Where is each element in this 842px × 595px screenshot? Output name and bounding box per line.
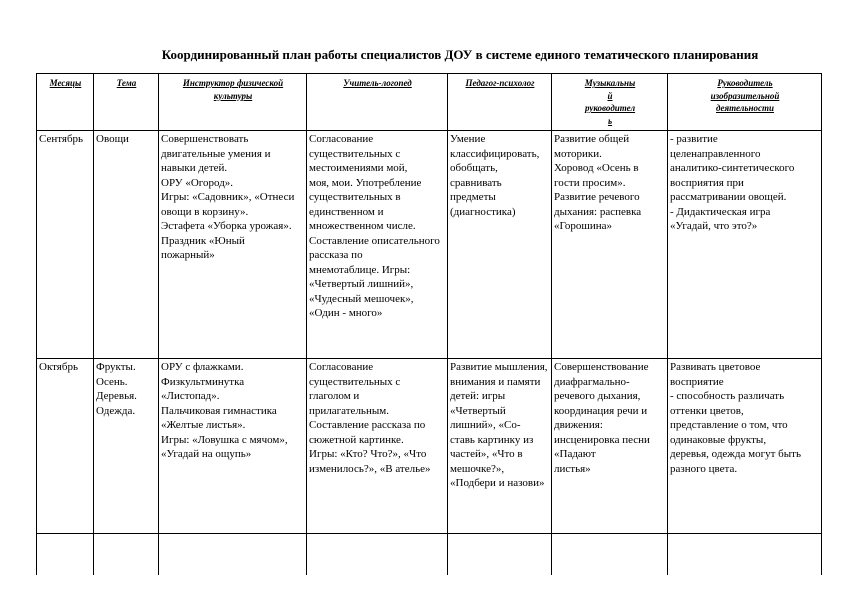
cell-line: Музыкальны — [584, 78, 636, 88]
cell-line: ь — [607, 115, 613, 126]
cell-line: рассматривании овощей. — [670, 191, 787, 203]
cell-speech — [307, 131, 448, 359]
cell-line: Умение — [450, 133, 486, 145]
cell-line: овощи в корзину». — [161, 205, 249, 218]
cell-line: оттенки цветов, — [670, 404, 744, 417]
cell-line: Фрукты. — [96, 361, 136, 373]
cell-art — [668, 131, 822, 359]
cell-empty — [94, 534, 159, 576]
table-row — [37, 359, 822, 534]
cell-line: существительных с — [309, 147, 401, 160]
cell-line: внимания и памяти — [450, 375, 541, 388]
header-month: Месяцы — [37, 74, 94, 131]
cell-empty — [668, 534, 822, 576]
cell-empty — [159, 534, 307, 576]
cell-empty — [448, 534, 552, 576]
cell-line: культуры — [213, 90, 253, 101]
cell-line: пожарный» — [161, 249, 215, 261]
cell-line: разного цвета. — [670, 462, 738, 475]
cell-line: Развивать цветовое — [670, 361, 761, 373]
cell-line: предметы — [450, 191, 496, 203]
cell-line: «Горошина» — [554, 220, 613, 232]
cell-line: одинаковые фрукты, — [670, 433, 767, 446]
cell-line: классифицировать, — [450, 147, 540, 160]
cell-line: мешочке?», — [450, 462, 505, 475]
header-psych: Педагог-психолог — [448, 74, 552, 131]
cell-line: Физкультминутка — [161, 375, 245, 388]
cell-line: ставь картинку из — [450, 433, 534, 446]
cell-line: деревья, одежда могут быть — [670, 448, 801, 460]
cell-line: «Листопад». — [161, 390, 220, 402]
cell-line: Согласование — [309, 133, 374, 145]
cell-line: Инструктор физической — [182, 78, 284, 88]
cell-line: целенаправленного — [670, 147, 761, 160]
cell-line: детей: игры — [450, 390, 506, 402]
cell-line: глаголом и — [309, 390, 360, 402]
cell-line: Одежда. — [96, 404, 136, 417]
header-music — [552, 74, 668, 131]
cell-line: «Чудесный мешочек», — [309, 292, 414, 305]
cell-music — [552, 131, 668, 359]
cell-line: Совершенствование — [554, 361, 649, 373]
cell-theme — [94, 131, 159, 359]
cell-line: восприятия при — [670, 176, 744, 189]
cell-theme — [94, 359, 159, 534]
cell-pe — [159, 131, 307, 359]
cell-line: аналитико-синтетического — [670, 162, 795, 174]
cell-line: Хоровод «Осень в — [554, 162, 639, 174]
cell-line: Овощи — [96, 133, 129, 145]
cell-line: навыки детей. — [161, 162, 228, 174]
cell-line: Игры: «Садовник», «Отнеси — [161, 191, 295, 203]
cell-line: диафрагмально- — [554, 375, 630, 388]
cell-pe — [159, 359, 307, 534]
cell-line: й — [607, 90, 613, 101]
cell-line: гости просим». — [554, 176, 626, 189]
cell-line: (диагностика) — [450, 205, 516, 218]
cell-line: сравнивать — [450, 176, 502, 189]
cell-line: существительных с — [309, 375, 401, 388]
cell-line: лишний», «Со- — [450, 419, 521, 431]
cell-line: Деревья. — [96, 390, 137, 402]
cell-line: ОРУ «Огород». — [161, 176, 234, 189]
table-row-empty — [37, 534, 822, 576]
cell-line: деятельности — [716, 103, 774, 113]
cell-line: «Четвертый лишний», — [309, 278, 414, 290]
cell-line: Пальчиковая гимнастика — [161, 404, 277, 417]
cell-line: Осень. — [96, 375, 128, 388]
cell-speech — [307, 359, 448, 534]
cell-line: «Подбери и назови» — [450, 477, 545, 489]
cell-line: рассказа по — [309, 249, 363, 261]
cell-line: Игры: «Кто? Что?», «Что — [309, 448, 427, 460]
cell-empty — [307, 534, 448, 576]
cell-line: «Падают — [554, 448, 596, 460]
cell-line: множественном числе. — [309, 220, 416, 232]
cell-line: Развитие общей — [554, 133, 630, 145]
cell-line: координация речи и — [554, 404, 648, 417]
cell-line: ОРУ с флажками. — [161, 361, 244, 373]
header-speech: Учитель-логопед — [307, 74, 448, 131]
cell-empty — [552, 534, 668, 576]
table-row — [37, 131, 822, 359]
cell-line: представление о том, что — [670, 419, 788, 431]
cell-line: движения: — [554, 419, 603, 431]
cell-line: - Дидактическая игра — [670, 205, 771, 218]
cell-line: мнемотаблице. Игры: — [309, 263, 411, 276]
cell-line: Руководитель — [717, 78, 773, 88]
cell-line: Игры: «Ловушка с мячом», — [161, 433, 288, 446]
cell-line: обобщать, — [450, 162, 498, 174]
cell-psych — [448, 131, 552, 359]
page-title: Координированный план работы специалистов ДОУ в системе единого тематического планирования — [161, 47, 759, 62]
cell-line: существительных в — [309, 191, 401, 203]
cell-line: - развитие — [670, 133, 718, 145]
cell-line: двигательные умения и — [161, 147, 271, 160]
cell-line: «Желтые листья». — [161, 419, 246, 431]
cell-line: моторики. — [554, 147, 602, 160]
cell-line: дыхания: распевка — [554, 205, 642, 218]
header-row — [37, 74, 822, 131]
cell-line: Согласование — [309, 361, 374, 373]
plan-table — [36, 73, 822, 575]
cell-line: речевого дыхания, — [554, 390, 641, 402]
cell-month: Октябрь — [37, 359, 94, 534]
cell-line: частей», «Что в — [450, 448, 523, 460]
cell-line: руководител — [584, 103, 636, 113]
cell-empty — [37, 534, 94, 576]
cell-line: Праздник «Юный — [161, 234, 245, 247]
cell-psych — [448, 359, 552, 534]
cell-line: Составление рассказа по — [309, 419, 426, 431]
cell-line: восприятие — [670, 375, 724, 388]
cell-art — [668, 359, 822, 534]
cell-line: листья» — [554, 462, 591, 475]
header-pe — [159, 74, 307, 131]
cell-line: инсценировка песни — [554, 433, 650, 446]
cell-line: изобразительной — [710, 90, 780, 101]
cell-line: Эстафета «Уборка урожая». — [161, 220, 292, 232]
cell-line: Развитие речевого — [554, 191, 640, 203]
header-art — [668, 74, 822, 131]
cell-line: Развитие мышления, — [450, 361, 548, 373]
cell-line: «Четвертый — [450, 404, 506, 417]
cell-line: «Один - много» — [309, 307, 383, 319]
cell-line: «Угадай на ощупь» — [161, 448, 252, 460]
cell-line: сюжетной картинке. — [309, 433, 404, 446]
cell-line: моя, мои. Употребление — [309, 176, 422, 189]
cell-line: местоимениями мой, — [309, 162, 408, 174]
cell-line: - способность различать — [670, 390, 785, 402]
cell-line: изменилось?», «В ателье» — [309, 462, 431, 475]
cell-line: прилагательным. — [309, 404, 389, 417]
cell-line: «Угадай, что это?» — [670, 220, 758, 232]
cell-line: Составление описательного — [309, 234, 440, 247]
cell-month: Сентябрь — [37, 131, 94, 359]
cell-line: единственном и — [309, 205, 384, 218]
cell-line: Совершенствовать — [161, 133, 249, 145]
cell-music — [552, 359, 668, 534]
header-theme: Тема — [94, 74, 159, 131]
